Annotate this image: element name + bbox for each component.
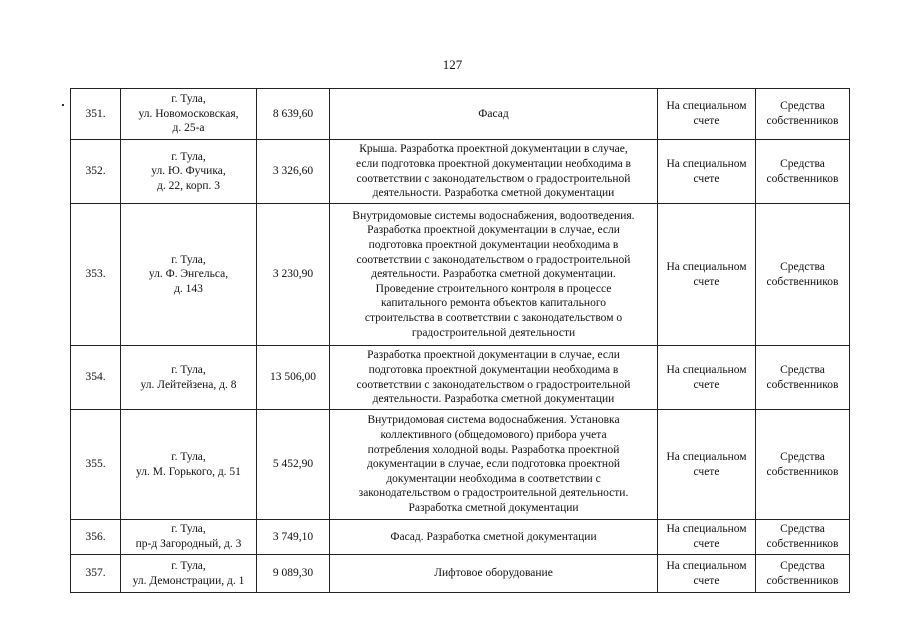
area-cell: 3 230,90	[257, 204, 330, 346]
works-cell-line: подготовка проектной документации необходима в	[368, 363, 619, 376]
row-number: 355.	[71, 410, 121, 520]
funding-cell-line: Средства	[780, 523, 825, 536]
margin-mark	[62, 104, 64, 106]
address-cell-line: г. Тула,	[171, 150, 206, 163]
row-number: 351.	[71, 89, 121, 140]
works-cell	[330, 346, 658, 410]
works-cell-line: строительства в соответствии с законодательством о	[364, 311, 623, 324]
works-cell-line: деятельности. Разработка сметной документации.	[371, 268, 616, 281]
account-cell-line: счете	[693, 574, 720, 587]
funding-cell-line: Средства	[780, 363, 825, 376]
works-cell-line: Фасад. Разработка сметной документации	[390, 530, 597, 543]
works-cell-line: соответствии с законодательством о градостроительной	[356, 253, 631, 266]
works-cell	[330, 89, 658, 140]
funding-cell-line: Средства	[780, 100, 825, 113]
housing-repair-table	[70, 88, 850, 593]
works-cell	[330, 204, 658, 346]
works-cell-line: Крыша. Разработка проектной документации в случае,	[359, 143, 628, 156]
table-row	[71, 204, 850, 346]
works-cell-line: соответствии с законодательством о градостроительной	[356, 378, 631, 391]
funding-cell-line: собственников	[766, 115, 839, 127]
funding-cell-line: собственников	[766, 378, 839, 391]
funding-cell-line: собственников	[766, 574, 839, 587]
funding-cell-line: собственников	[766, 538, 839, 550]
account-cell-line: На специальном	[666, 523, 747, 536]
table-row	[71, 140, 850, 204]
funding-cell	[756, 555, 850, 593]
row-number: 356.	[71, 520, 121, 555]
works-cell-line: потребления холодной воды. Разработка проектной	[367, 443, 620, 456]
area-cell: 9 089,30	[257, 555, 330, 593]
works-cell-line: капитального ремонта объектов капитального	[380, 297, 606, 310]
funding-cell	[756, 140, 850, 204]
table-row	[71, 555, 850, 593]
works-cell-line: Фасад	[478, 107, 509, 120]
address-cell	[121, 555, 257, 593]
account-cell-line: На специальном	[666, 157, 747, 170]
account-cell-line: На специальном	[666, 559, 747, 572]
works-cell-line: документации необходима в соответствии с	[386, 472, 601, 485]
area-cell: 13 506,00	[257, 346, 330, 410]
table-row	[71, 520, 850, 555]
address-cell-line: ул. М. Горького, д. 51	[136, 465, 241, 478]
address-cell	[121, 346, 257, 410]
works-cell	[330, 410, 658, 520]
works-cell-line: Разработка проектной документации в случае, если	[367, 349, 620, 362]
table-row	[71, 89, 850, 140]
works-cell-line: Проведение строительного контроля в процессе	[375, 282, 612, 295]
row-number: 353.	[71, 204, 121, 346]
works-cell-line: Лифтовое оборудование	[434, 567, 553, 580]
works-cell-line: соответствии с законодательством о градостроительной	[356, 172, 631, 185]
address-cell	[121, 140, 257, 204]
account-cell	[658, 204, 756, 346]
account-cell	[658, 410, 756, 520]
address-cell-line: пр-д Загородный, д. 3	[135, 538, 242, 550]
funding-cell-line: Средства	[780, 559, 825, 572]
address-cell-line: д. 25-а	[172, 122, 205, 135]
funding-cell	[756, 89, 850, 140]
account-cell-line: На специальном	[666, 260, 747, 273]
funding-cell	[756, 520, 850, 555]
address-cell-line: г. Тула,	[171, 93, 206, 106]
works-cell-line: Внутридомовая система водоснабжения. Установка	[367, 414, 620, 427]
address-cell-line: д. 143	[174, 282, 203, 295]
address-cell	[121, 410, 257, 520]
funding-cell-line: собственников	[766, 275, 839, 288]
address-cell-line: д. 22, корп. 3	[156, 179, 220, 192]
account-cell-line: счете	[693, 465, 720, 478]
area-cell: 5 452,90	[257, 410, 330, 520]
address-cell-line: г. Тула,	[171, 363, 206, 376]
address-cell-line: ул. Демонстрации, д. 1	[132, 574, 245, 587]
works-cell-line: Разработка сметной документации	[408, 501, 579, 514]
account-cell-line: счете	[693, 275, 720, 288]
address-cell-line: г. Тула,	[171, 523, 206, 536]
address-cell	[121, 520, 257, 555]
works-cell	[330, 555, 658, 593]
funding-cell	[756, 410, 850, 520]
works-cell-line: деятельности. Разработка сметной документации	[372, 187, 615, 200]
row-number: 357.	[71, 555, 121, 593]
account-cell-line: На специальном	[666, 363, 747, 376]
account-cell	[658, 346, 756, 410]
account-cell-line: счете	[693, 115, 720, 127]
works-cell-line: коллективного (общедомового) прибора учета	[380, 429, 607, 442]
funding-cell	[756, 346, 850, 410]
works-cell	[330, 520, 658, 555]
account-cell-line: счете	[693, 378, 720, 391]
account-cell-line: На специальном	[666, 100, 747, 113]
funding-cell-line: Средства	[780, 260, 825, 273]
address-cell-line: ул. Ф. Энгельса,	[148, 268, 229, 281]
address-cell-line: ул. Новомосковская,	[138, 107, 239, 120]
address-cell-line: ул. Лейтейзена, д. 8	[140, 378, 237, 391]
works-cell	[330, 140, 658, 204]
area-cell: 3 749,10	[257, 520, 330, 555]
funding-cell-line: собственников	[766, 465, 839, 478]
address-cell-line: г. Тула,	[171, 450, 206, 463]
works-cell-line: законодательством о градостроительной деятельности.	[358, 487, 629, 500]
works-cell-line: документации в случае, если подготовка проектной	[367, 458, 620, 471]
account-cell-line: счете	[693, 538, 720, 550]
area-cell: 8 639,60	[257, 89, 330, 140]
works-cell-line: подготовка проектной документации необходима в	[368, 239, 619, 252]
account-cell	[658, 520, 756, 555]
funding-cell-line: собственников	[766, 172, 839, 185]
table-row	[71, 346, 850, 410]
address-cell	[121, 89, 257, 140]
funding-cell-line: Средства	[780, 157, 825, 170]
account-cell	[658, 555, 756, 593]
address-cell-line: ул. Ю. Фучика,	[151, 165, 226, 178]
address-cell	[121, 204, 257, 346]
address-cell-line: г. Тула,	[171, 559, 206, 572]
row-number: 352.	[71, 140, 121, 204]
address-cell-line: г. Тула,	[171, 253, 206, 266]
account-cell	[658, 89, 756, 140]
account-cell	[658, 140, 756, 204]
account-cell-line: На специальном	[666, 450, 747, 463]
works-cell-line: Внутридомовые системы водоснабжения, водоотведения.	[352, 209, 635, 222]
works-cell-line: градостроительной деятельности	[411, 326, 576, 339]
table-row	[71, 410, 850, 520]
works-cell-line: Разработка проектной документации в случае, если	[367, 224, 620, 237]
works-cell-line: деятельности. Разработка сметной документации	[372, 393, 615, 406]
row-number: 354.	[71, 346, 121, 410]
account-cell-line: счете	[693, 172, 720, 185]
area-cell: 3 326,60	[257, 140, 330, 204]
page-number: 127	[442, 57, 463, 72]
works-cell-line: если подготовка проектной документации необходима в	[356, 157, 631, 170]
funding-cell-line: Средства	[780, 450, 825, 463]
funding-cell	[756, 204, 850, 346]
